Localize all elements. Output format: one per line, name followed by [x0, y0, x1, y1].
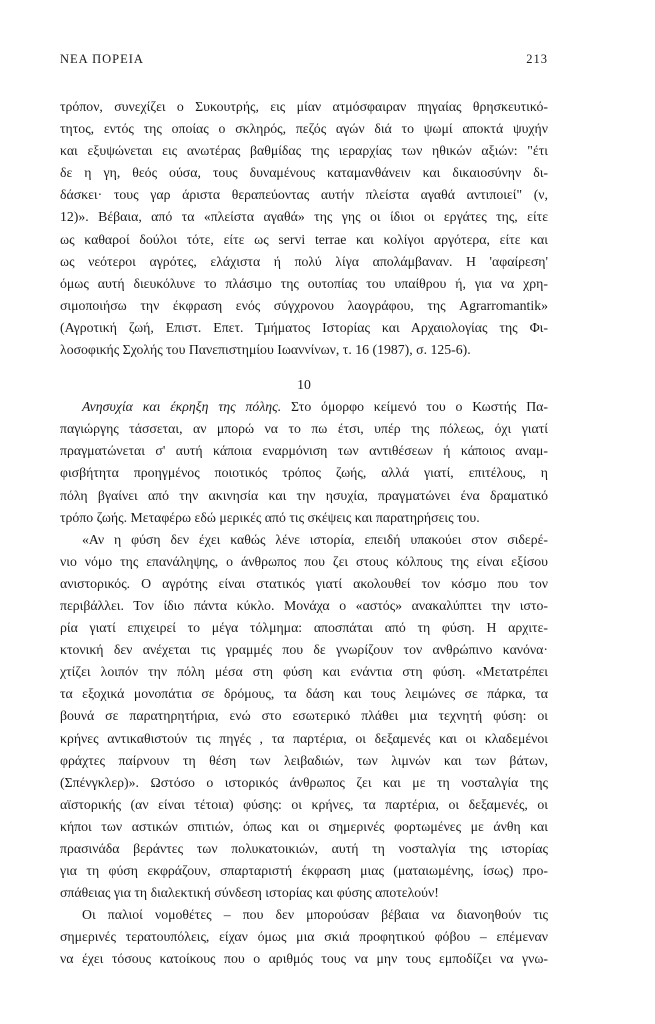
text-line: 12)». Βέβαια, από τα «πλείστα αγαθά» της γης οι ίδιοι οι εργάτες της, είτε [60, 209, 548, 225]
text-line: πόλη βγαίνει από την ακινησία και την ησυχία, πραγματώνει ένα δραματικό [60, 487, 548, 503]
paragraph-city-unrest [60, 396, 548, 529]
text-line: σιμοποιήσω την έκφραση ενός σύγχρονου λαογράφου, της Agrarromantik» [60, 297, 548, 313]
text-line: ως καθαροί δούλοι τότε, είτε ως servi terrae και κολίγοι αργότερα, είτε και [60, 231, 548, 247]
text-line: τρόπο ζωής. Μεταφέρω εδώ μερικές από τις σκέψεις και παρατηρήσεις του. [60, 509, 480, 525]
text-line: κτονική δεν ανέχεται τις γραμμές που δε γνωρίζουν τον ανθρώπινο κανόνα· [60, 642, 548, 658]
body-text [60, 96, 548, 971]
text-line: πρασινάδα βεράντες των πολυκατοικιών, αυτή τη νοσταλγία της ιστορίας [60, 841, 548, 856]
text-line: σημερινές τερατουπόλεις, είχαν όμως μια σκιά προφητικού φόβου – επέμεναν [60, 929, 548, 945]
text-line: σπάθειας για τη διαλεκτική σύνδεση ιστορίας και φύσης αποτελούν! [60, 885, 439, 901]
text-run: Στο όμορφο κείμενό του ο Κωστής Πα- [281, 399, 548, 415]
text-line: να έχει τόσους κατοίκους που ο αριθμός τους να μην τους εμποδίζει να γνω- [60, 951, 548, 967]
text-line: αϊστορικής (αν είναι τέτοια) φύσης: οι κρήνες, τα παρτέρια, οι δεξαμενές, οι [60, 796, 548, 812]
text-line: φισβήτητα προηγμένος ποιοτικός τρόπος ζωής, αλλά γιατί, επιτέλους, η [60, 465, 548, 481]
text-line: βουνά σε παρατηρητήρια, ενώ στο εσωτερικό πλάθει μια τεχνητή φύση: οι [60, 708, 548, 724]
section-number: 10 [297, 377, 311, 393]
text-line: παγιώργης τάσσεται, αν μπορώ να το πω έτσι, υπέρ της πόλεως, όχι γιατί [60, 421, 548, 437]
paragraph-lawmakers [60, 904, 548, 970]
text-line: ανιστορικός. Ο αγρότης είναι στατικός γιατί ακολουθεί τον κόσμο που τον [60, 575, 548, 591]
text-line: για τη φύση εκφράζουν, σπαρταριστή έκφραση μιας (ματαιωμένης, ίσως) προ- [60, 863, 548, 879]
text-line: κρήνες αντικαθιστούν τις πηγές , τα παρτέρια, οι δεξαμενές και οι κλαδεμένοι [60, 730, 548, 746]
paragraph-quote [60, 529, 548, 905]
text-line: ρία γιατί επιχειρεί το μέγα τόλμημα: αποσπάται από τη φύση. Η αρχιτε- [60, 620, 548, 636]
italic-heading: Ανησυχία και έκρηξη της πόλης. [82, 399, 282, 415]
text-line: και εξυψώνεται εις ανωτέρας βαθμίδας της ιεραρχίας των ηθικών αξιών: "έτι [60, 143, 548, 159]
text-line: φράχτες παίρνουν τη θέση των λειβαδιών, των λιμνών και των βάτων, [60, 752, 548, 768]
text-line: τητος, εντός της οποίας ο σκληρός, πεζός αγών διά το ψωμί αποκτά ψυχήν [60, 121, 548, 137]
text-line: περιβάλλει. Τον ίδιο πάντα κύκλο. Μονάχα ο «αστός» ανακαλύπτει την ιστο- [60, 597, 548, 613]
continuation-paragraph [60, 96, 548, 361]
text-line: νιο νόμο της επανάληψης, ο άνθρωπος που ζει στους κόλπους της είναι εξίσου [60, 553, 548, 569]
text-line: τα εξοχικά μονοπάτια σε δρόμους, τα δάση και τους λειμώνες σε πάρκα, τα [60, 686, 548, 702]
text-line: δάσκει· τους γαρ άριστα θεραπεύοντας αυτήν πλείστα αγαθά αντιποιεί" (ν, [60, 187, 548, 203]
text-line: Οι παλιοί νομοθέτες – που δεν μπορούσαν βέβαια να διανοηθούν τις [82, 907, 548, 923]
running-header [60, 52, 548, 67]
text-line: πραγματώνεται σ' αυτή κάποια εναρμόνιση των αντιθέσεων ή κάποιος αναμ- [60, 443, 548, 459]
text-line: (Σπένγκλερ)». Ωστόσο ο ιστορικός άνθρωπος ζει και με τη νοσταλγία της [60, 774, 548, 790]
text-line: ως νεότεροι αγρότες, ελάχιστα ή πολύ λίγα απολάμβαναν. Η 'αφαίρεση' [60, 253, 548, 269]
text-line: δε η γη, θεός ούσα, τους δυναμένους καταμανθάνειν και δικαιοσύνην δι- [60, 165, 548, 181]
text-line: λοσοφικής Σχολής του Πανεπιστημίου Ιωαννίνων, τ. 16 (1987), σ. 125-6). [60, 342, 471, 358]
text-line: χτίζει λοιπόν την πόλη μέσα στη φύση και ενάντια στη φύση. «Μετατρέπει [60, 664, 548, 680]
text-line: (Αγροτική ζωή, Επιστ. Επετ. Τμήματος Ιστορίας και Αρχαιολογίας της Φι- [60, 319, 548, 335]
text-line: τρόπον, συνεχίζει ο Συκουτρής, εις μίαν ατμόσφαιραν πηγαίας θρησκευτικό- [60, 99, 548, 114]
text-line: «Αν η φύση δεν έχει καθώς λένε ιστορία, επειδή υπακούει στον σιδερέ- [82, 531, 548, 547]
text-line: κήποι των αστικών σπιτιών, όπως και οι σημερινές φορτωμένες με άνθη και [60, 818, 548, 834]
page-number: 213 [526, 52, 548, 66]
journal-title: ΝΕΑ ΠΟΡΕΙΑ [60, 52, 144, 66]
text-line [60, 396, 548, 418]
text-line: όμως αυτή διευκόλυνε το πλάσιμο της ουτοπίας του υπαίθρου ή, για να χρη- [60, 275, 548, 291]
